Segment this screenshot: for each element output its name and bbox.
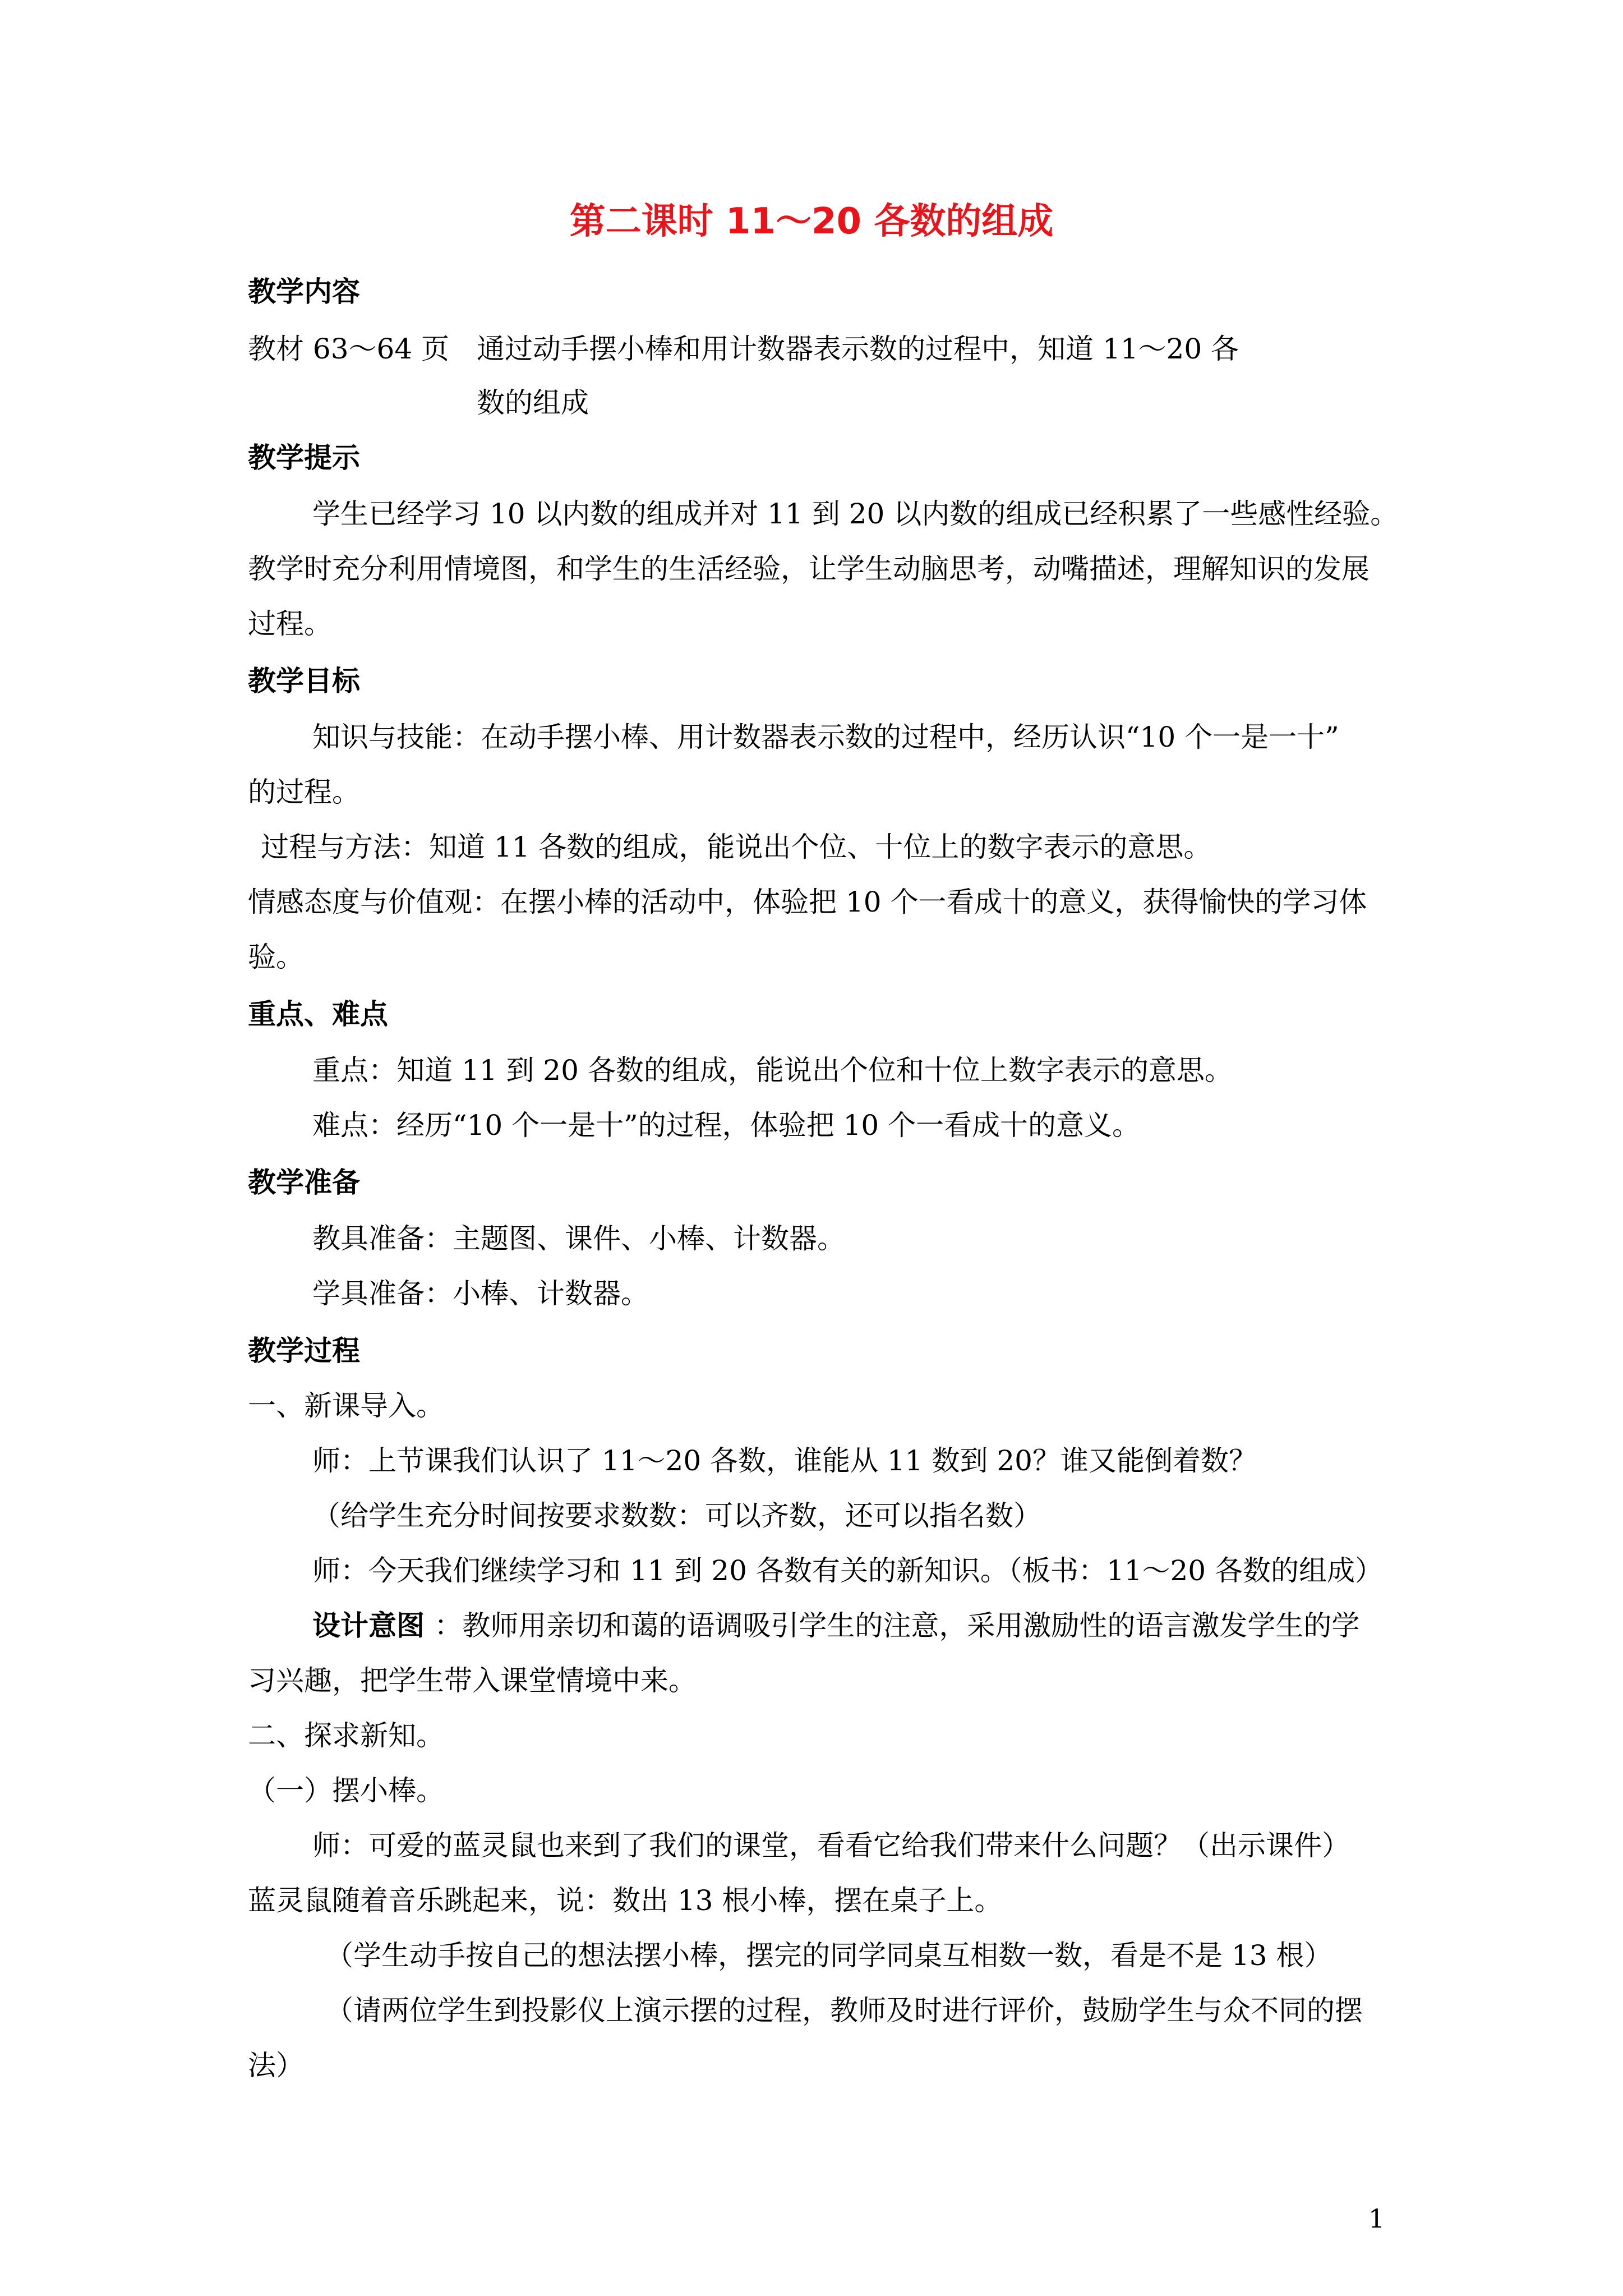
heading-hint: 教学提示: [248, 441, 360, 474]
prep-line: 教具准备：主题图、课件、小棒、计数器。: [312, 1222, 845, 1255]
process-line: 习兴趣，把学生带入课堂情境中来。: [248, 1664, 697, 1697]
page-title: 第二课时 11～20 各数的组成: [569, 201, 1054, 242]
process-line: 师：上节课我们认识了 11～20 各数，谁能从 11 数到 20？谁又能倒着数？: [312, 1444, 1257, 1477]
process-line: （一）摆小棒。: [248, 1774, 444, 1807]
goal-line: 情感态度与价值观：在摆小棒的活动中，体验把 10 个一看成十的意义，获得愉快的学习体: [248, 886, 1367, 918]
design-intent-line: [312, 1608, 1359, 1644]
design-intent-text: ：教师用亲切和蔼的语调吸引学生的注意，采用激励性的语言激发学生的学: [434, 1609, 1360, 1642]
hint-line: 过程。: [248, 608, 332, 640]
goal-line: 知识与技能：在动手摆小棒、用计数器表示数的过程中，经历认识“10 个一是一十”: [312, 721, 1339, 753]
prep-line: 学具准备：小棒、计数器。: [312, 1277, 649, 1310]
process-line: （学生动手按自己的想法摆小棒，摆完的同学同桌互相数一数，看是不是 13 根）: [325, 1939, 1332, 1972]
key-point-line: 重点：知道 11 到 20 各数的组成，能说出个位和十位上数字表示的意思。: [312, 1054, 1233, 1087]
process-line: （给学生充分时间按要求数数：可以齐数，还可以指名数）: [312, 1499, 1041, 1532]
heading-key-points: 重点、难点: [248, 998, 388, 1030]
process-line: 师：今天我们继续学习和 11 到 20 各数有关的新知识。（板书：11～20 各数的组成）: [312, 1554, 1383, 1587]
process-line: 蓝灵鼠随着音乐跳起来，说：数出 13 根小棒，摆在桌子上。: [248, 1884, 1003, 1917]
process-line: 法）: [248, 2049, 304, 2082]
heading-goals: 教学目标: [248, 665, 360, 697]
design-intent-label: 设计意图: [312, 1609, 435, 1642]
process-line: 二、探求新知。: [248, 1719, 444, 1752]
process-line: 一、新课导入。: [248, 1389, 444, 1422]
goal-line: 的过程。: [248, 776, 360, 808]
process-line: 师：可爱的蓝灵鼠也来到了我们的课堂，看看它给我们带来什么问题？（出示课件）: [312, 1829, 1350, 1862]
goal-line: 验。: [248, 941, 304, 973]
hint-line: 学生已经学习 10 以内数的组成并对 11 到 20 以内数的组成已经积累了一些感性经验。: [312, 498, 1399, 530]
page-number: 1: [1368, 2203, 1385, 2234]
heading-process: 教学过程: [248, 1335, 360, 1367]
heading-preparation: 教学准备: [248, 1166, 360, 1199]
textbook-ref: 教材 63～64 页: [248, 333, 450, 365]
content-line: 数的组成: [477, 386, 589, 419]
key-point-line: 难点：经历“10 个一是十”的过程，体验把 10 个一看成十的意义。: [312, 1109, 1141, 1142]
process-line: （请两位学生到投影仪上演示摆的过程，教师及时进行评价，鼓励学生与众不同的摆: [325, 1994, 1363, 2027]
hint-line: 教学时充分利用情境图，和学生的生活经验，让学生动脑思考，动嘴描述，理解知识的发展: [248, 553, 1370, 585]
goal-line: 过程与方法：知道 11 各数的组成，能说出个位、十位上的数字表示的意思。: [261, 831, 1212, 863]
heading-content: 教学内容: [248, 275, 360, 308]
content-line: 通过动手摆小棒和用计数器表示数的过程中，知道 11～20 各: [477, 333, 1239, 365]
